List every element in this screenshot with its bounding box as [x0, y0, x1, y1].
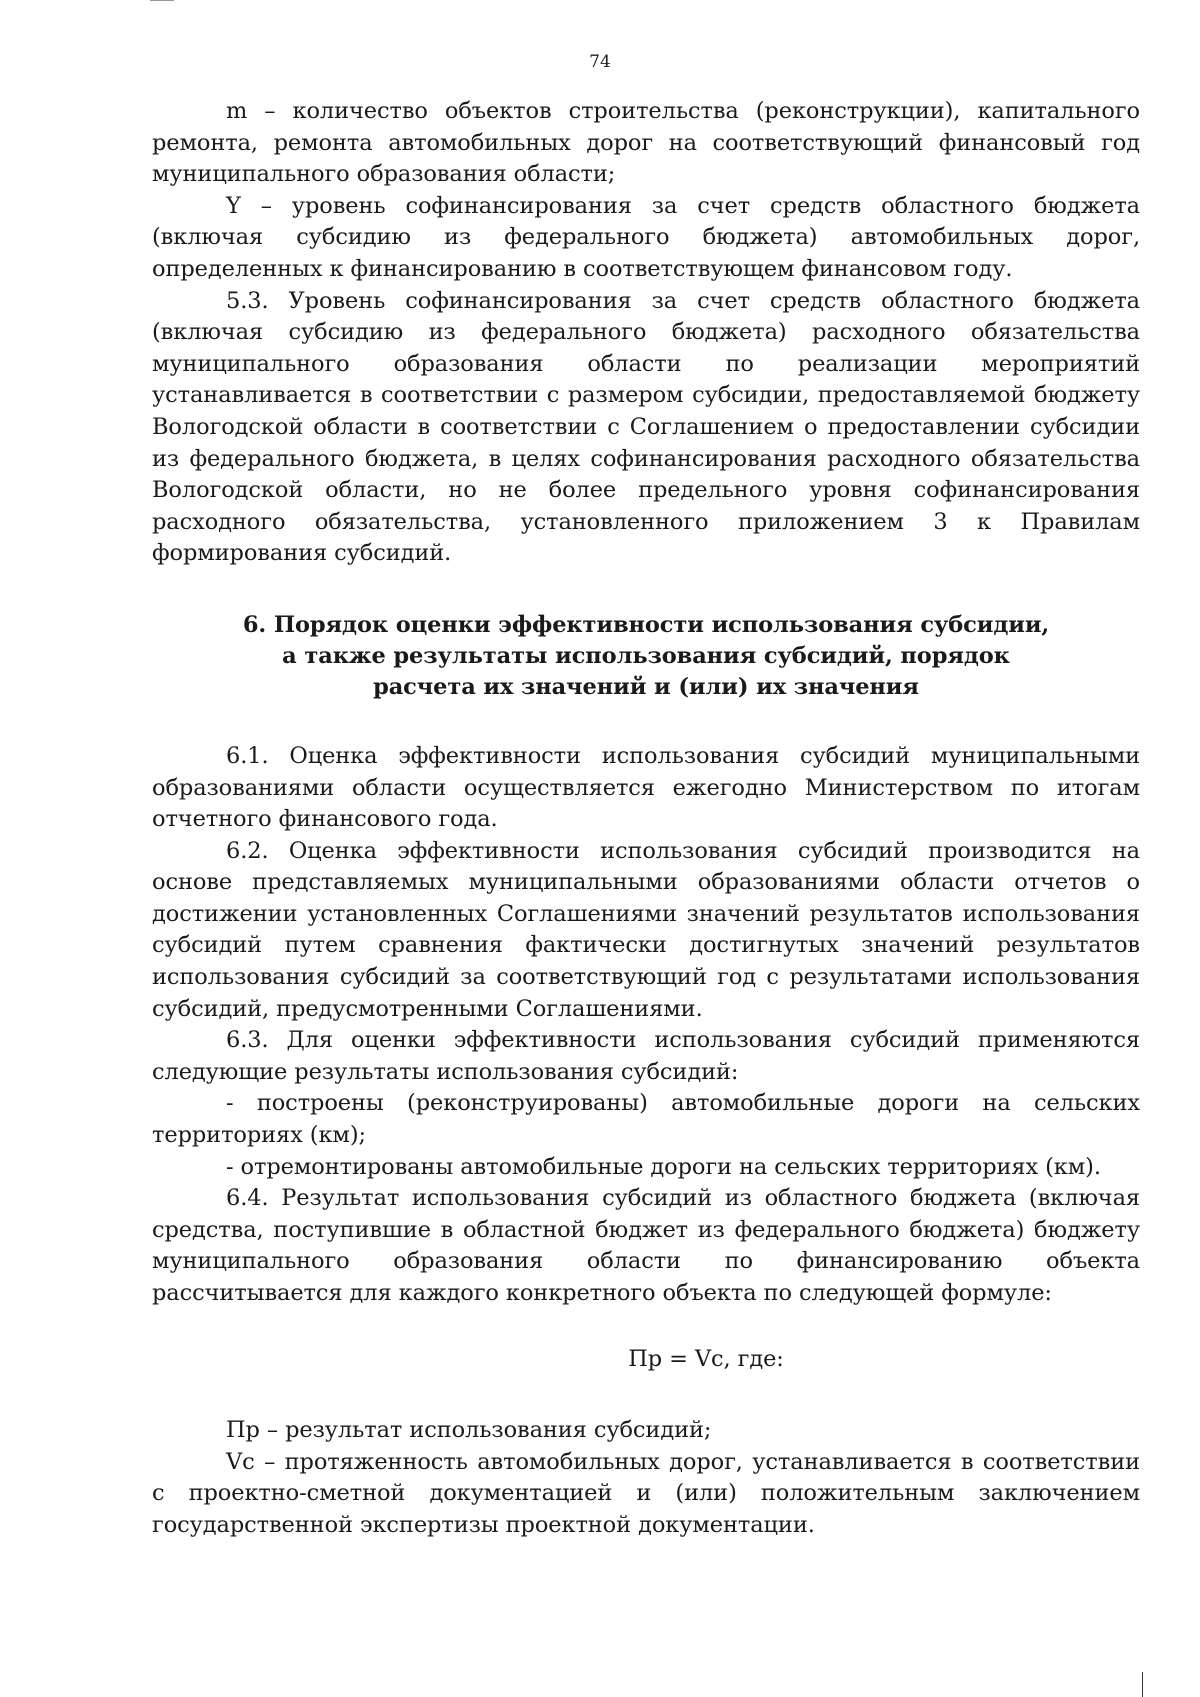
- section-heading-line-3: расчета их значений и (или) их значения: [373, 673, 919, 700]
- paragraph-definition-vc: Vc – протяженность автомобильных дорог, устанавливается в соответствии с проектно-сметной документацией и (или) положительным заключением государственной экспертизы проектной документации.: [152, 1448, 1140, 1538]
- document-body: [152, 96, 1140, 1542]
- list-item-repaired-roads: - отремонтированы автомобильные дороги на сельских территориях (км).: [226, 1153, 1101, 1180]
- section-heading: [192, 610, 1100, 703]
- paragraph-6-1: 6.1. Оценка эффективности использования субсидий муниципальными образованиями области осуществляется ежегодно Министерством по итогам отчетного финансового года.: [152, 742, 1140, 833]
- scan-artifact-top: [150, 0, 174, 1]
- paragraph-definition-y: Y – уровень софинансирования за счет средств областного бюджета (включая субсидию из федерального бюджета) автомобильных дорог, определенных к финансированию в соответствующем финансовом году.: [152, 192, 1140, 282]
- page-number: 74: [589, 52, 611, 72]
- scan-artifact-bottom: [1142, 1672, 1143, 1697]
- paragraph-6-3: 6.3. Для оценки эффективности использования субсидий применяются следующие результаты использования субсидий:: [152, 1027, 1140, 1085]
- formula-text: Пр = Vc, где:: [628, 1345, 784, 1372]
- paragraph-5-3: 5.3. Уровень софинансирования за счет средств областного бюджета (включая субсидию из федерального бюджета) расходного обязательства муниципального образования области по реализации мероприятий устанавливается в соответствии с размером субсидии, предоставляемой бюджету Вологодской области в соответствии с Соглашением о предоставлении субсидии из федерального бюджета, в целях софинансирования расходного обязательства Вологодской области, но не более предельного уровня софинансирования расходного обязательства, установленного приложением 3 к Правилам формирования субсидий.: [152, 287, 1140, 567]
- section-heading-line-1: 6. Порядок оценки эффективности использования субсидии,: [242, 611, 1050, 638]
- paragraph-definition-pr: Пр – результат использования субсидий;: [226, 1417, 712, 1444]
- formula: [152, 1344, 1140, 1376]
- list-item-built-roads: - построены (реконструированы) автомобильные дороги на сельских территориях (км);: [152, 1090, 1140, 1149]
- paragraph-definition-m: m – количество объектов строительства (реконструкции), капитального ремонта, ремонта автомобильных дорог на соответствующий финансовый год муниципального образования области;: [152, 98, 1140, 188]
- paragraph-6-2: 6.2. Оценка эффективности использования субсидий производится на основе представляемых муниципальными образованиями области отчетов о достижении установленных Соглашениями значений результатов использования субсидий путем сравнения фактически достигнутых значений результатов использования субсидий за соответствующий год с результатами использования субсидий, предусмотренными Соглашениями.: [152, 837, 1140, 1022]
- section-heading-line-2: а также результаты использования субсидий, порядок: [282, 642, 1010, 669]
- paragraph-6-4: 6.4. Результат использования субсидий из областного бюджета (включая средства, поступившие в областной бюджет из федерального бюджета) бюджету муниципального образования области по финансированию объекта рассчитывается для каждого конкретного объекта по следующей формуле:: [152, 1185, 1140, 1306]
